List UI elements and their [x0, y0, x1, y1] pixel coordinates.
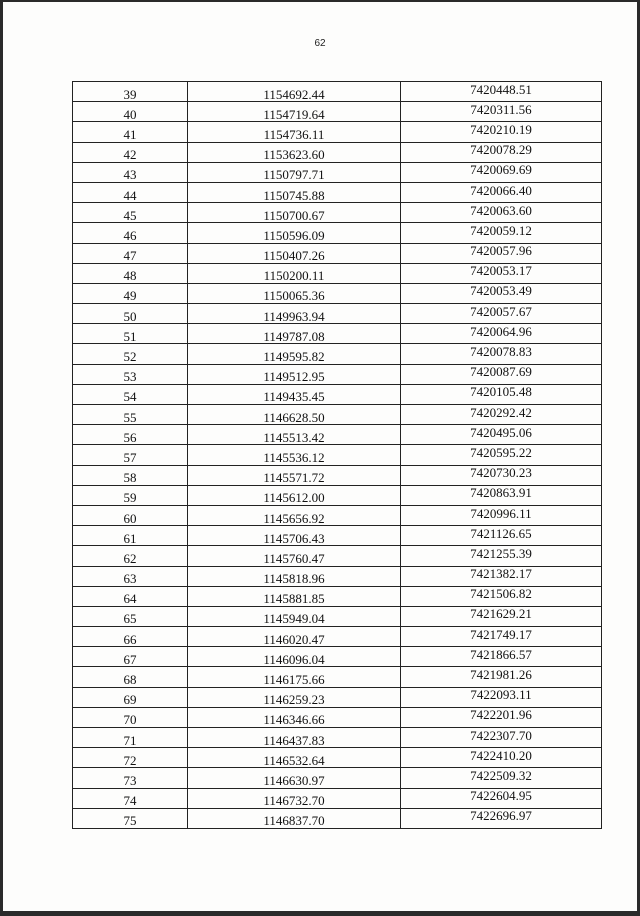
y-coordinate-cell — [401, 546, 602, 566]
point-number-cell — [73, 485, 188, 505]
cell-value: 1154692.44 — [263, 86, 325, 102]
cell-value: 63 — [123, 571, 137, 587]
cell-value: 1146732.70 — [263, 793, 325, 809]
cell-value: 51 — [123, 328, 137, 344]
point-number-cell — [73, 445, 188, 465]
y-coordinate-cell — [401, 586, 602, 606]
cell-value: 67 — [123, 651, 137, 667]
cell-value: 41 — [123, 126, 137, 142]
cell-value: 7420996.11 — [470, 505, 532, 521]
table-row — [73, 182, 602, 202]
cell-value: 7420105.48 — [470, 384, 532, 400]
table-row — [73, 647, 602, 667]
table-row — [73, 122, 602, 142]
x-coordinate-cell — [188, 748, 401, 768]
point-number-cell — [73, 283, 188, 303]
cell-value: 1146346.66 — [263, 712, 325, 728]
point-number-cell — [73, 203, 188, 223]
point-number-cell — [73, 182, 188, 202]
table-row — [73, 728, 602, 748]
cell-value: 1150065.36 — [263, 288, 325, 304]
x-coordinate-cell — [188, 162, 401, 182]
point-number-cell — [73, 526, 188, 546]
cell-value: 1146175.66 — [263, 672, 325, 688]
table-row — [73, 586, 602, 606]
cell-value: 1145612.00 — [263, 490, 325, 506]
table-row — [73, 142, 602, 162]
cell-value: 59 — [123, 490, 137, 506]
cell-value: 7422509.32 — [470, 767, 532, 783]
cell-value: 7421866.57 — [470, 646, 532, 662]
x-coordinate-cell — [188, 687, 401, 707]
table-row — [73, 344, 602, 364]
cell-value: 62 — [123, 550, 137, 566]
cell-value: 66 — [123, 631, 137, 647]
point-number-cell — [73, 465, 188, 485]
cell-value: 7420311.56 — [470, 101, 532, 117]
cell-value: 1146837.70 — [263, 813, 325, 829]
cell-value: 53 — [123, 369, 137, 385]
coordinates-table-body — [73, 82, 602, 829]
cell-value: 7420063.60 — [470, 202, 532, 218]
cell-value: 7420069.69 — [470, 162, 532, 178]
table-row — [73, 526, 602, 546]
table-row — [73, 485, 602, 505]
point-number-cell — [73, 364, 188, 384]
x-coordinate-cell — [188, 102, 401, 122]
cell-value: 58 — [123, 470, 137, 486]
cell-value: 1146259.23 — [263, 692, 325, 708]
x-coordinate-cell — [188, 647, 401, 667]
y-coordinate-cell — [401, 203, 602, 223]
cell-value: 71 — [123, 732, 137, 748]
cell-value: 1150700.67 — [263, 207, 325, 223]
cell-value: 1154719.64 — [263, 106, 325, 122]
point-number-cell — [73, 405, 188, 425]
table-row — [73, 687, 602, 707]
cell-value: 1145881.85 — [263, 591, 325, 607]
point-number-cell — [73, 223, 188, 243]
cell-value: 1150407.26 — [263, 248, 325, 264]
cell-value: 49 — [123, 288, 137, 304]
point-number-cell — [73, 768, 188, 788]
table-row — [73, 505, 602, 525]
table-row — [73, 283, 602, 303]
cell-value: 1145949.04 — [263, 611, 325, 627]
y-coordinate-cell — [401, 223, 602, 243]
cell-value: 7420292.42 — [470, 404, 532, 420]
table-row — [73, 243, 602, 263]
x-coordinate-cell — [188, 283, 401, 303]
cell-value: 7420053.17 — [470, 263, 532, 279]
cell-value: 1154736.11 — [263, 126, 325, 142]
table-row — [73, 808, 602, 828]
cell-value: 7420057.96 — [470, 243, 532, 259]
y-coordinate-cell — [401, 122, 602, 142]
y-coordinate-cell — [401, 667, 602, 687]
y-coordinate-cell — [401, 526, 602, 546]
table-row — [73, 566, 602, 586]
table-row — [73, 304, 602, 324]
cell-value: 55 — [123, 409, 137, 425]
cell-value: 64 — [123, 591, 137, 607]
y-coordinate-cell — [401, 344, 602, 364]
point-number-cell — [73, 707, 188, 727]
x-coordinate-cell — [188, 627, 401, 647]
x-coordinate-cell — [188, 526, 401, 546]
x-coordinate-cell — [188, 465, 401, 485]
table-row — [73, 465, 602, 485]
cell-value: 7420087.69 — [470, 364, 532, 380]
y-coordinate-cell — [401, 364, 602, 384]
table-row — [73, 707, 602, 727]
cell-value: 7421255.39 — [470, 545, 532, 561]
cell-value: 44 — [123, 187, 137, 203]
cell-value: 7422201.96 — [470, 707, 532, 723]
point-number-cell — [73, 505, 188, 525]
x-coordinate-cell — [188, 384, 401, 404]
cell-value: 1150745.88 — [263, 187, 325, 203]
cell-value: 7422604.95 — [470, 788, 532, 804]
point-number-cell — [73, 748, 188, 768]
cell-value: 1146020.47 — [263, 631, 325, 647]
x-coordinate-cell — [188, 344, 401, 364]
cell-value: 39 — [123, 86, 137, 102]
table-row — [73, 82, 602, 102]
table-row — [73, 223, 602, 243]
cell-value: 1146630.97 — [263, 772, 325, 788]
cell-value: 7420495.06 — [470, 424, 532, 440]
x-coordinate-cell — [188, 304, 401, 324]
cell-value: 57 — [123, 449, 137, 465]
x-coordinate-cell — [188, 223, 401, 243]
cell-value: 7420078.29 — [470, 142, 532, 158]
point-number-cell — [73, 122, 188, 142]
cell-value: 1145818.96 — [263, 571, 325, 587]
x-coordinate-cell — [188, 505, 401, 525]
cell-value: 60 — [123, 510, 137, 526]
cell-value: 68 — [123, 672, 137, 688]
point-number-cell — [73, 82, 188, 102]
cell-value: 7422307.70 — [470, 727, 532, 743]
cell-value: 7420730.23 — [470, 465, 532, 481]
table-row — [73, 445, 602, 465]
y-coordinate-cell — [401, 485, 602, 505]
cell-value: 1149595.82 — [263, 349, 325, 365]
cell-value: 7420064.96 — [470, 323, 532, 339]
y-coordinate-cell — [401, 505, 602, 525]
y-coordinate-cell — [401, 647, 602, 667]
x-coordinate-cell — [188, 182, 401, 202]
cell-value: 7421126.65 — [470, 525, 532, 541]
cell-value: 7421749.17 — [470, 626, 532, 642]
cell-value: 7420057.67 — [470, 303, 532, 319]
cell-value: 65 — [123, 611, 137, 627]
cell-value: 75 — [123, 813, 137, 829]
cell-value: 7420053.49 — [470, 283, 532, 299]
point-number-cell — [73, 667, 188, 687]
cell-value: 7421506.82 — [470, 586, 532, 602]
table-row — [73, 203, 602, 223]
table-row — [73, 102, 602, 122]
y-coordinate-cell — [401, 687, 602, 707]
point-number-cell — [73, 546, 188, 566]
point-number-cell — [73, 384, 188, 404]
y-coordinate-cell — [401, 142, 602, 162]
y-coordinate-cell — [401, 707, 602, 727]
cell-value: 1145513.42 — [263, 429, 325, 445]
cell-value: 1149435.45 — [263, 389, 325, 405]
cell-value: 72 — [123, 752, 137, 768]
cell-value: 7421382.17 — [470, 566, 532, 582]
cell-value: 7420210.19 — [470, 121, 532, 137]
cell-value: 1150797.71 — [263, 167, 325, 183]
document-page — [3, 2, 637, 911]
y-coordinate-cell — [401, 82, 602, 102]
y-coordinate-cell — [401, 445, 602, 465]
point-number-cell — [73, 102, 188, 122]
cell-value: 70 — [123, 712, 137, 728]
x-coordinate-cell — [188, 243, 401, 263]
cell-value: 54 — [123, 389, 137, 405]
y-coordinate-cell — [401, 405, 602, 425]
y-coordinate-cell — [401, 748, 602, 768]
x-coordinate-cell — [188, 728, 401, 748]
y-coordinate-cell — [401, 627, 602, 647]
y-coordinate-cell — [401, 102, 602, 122]
point-number-cell — [73, 324, 188, 344]
x-coordinate-cell — [188, 768, 401, 788]
cell-value: 45 — [123, 207, 137, 223]
table-row — [73, 546, 602, 566]
point-number-cell — [73, 687, 188, 707]
table-row — [73, 324, 602, 344]
cell-value: 1146628.50 — [263, 409, 325, 425]
y-coordinate-cell — [401, 425, 602, 445]
cell-value: 1150596.09 — [263, 227, 325, 243]
cell-value: 1149787.08 — [263, 328, 325, 344]
cell-value: 7420595.22 — [470, 444, 532, 460]
y-coordinate-cell — [401, 384, 602, 404]
x-coordinate-cell — [188, 667, 401, 687]
point-number-cell — [73, 243, 188, 263]
y-coordinate-cell — [401, 243, 602, 263]
cell-value: 7422696.97 — [470, 808, 532, 824]
cell-value: 7421981.26 — [470, 667, 532, 683]
cell-value: 7420448.51 — [470, 81, 532, 97]
x-coordinate-cell — [188, 566, 401, 586]
x-coordinate-cell — [188, 808, 401, 828]
cell-value: 42 — [123, 147, 137, 163]
x-coordinate-cell — [188, 122, 401, 142]
point-number-cell — [73, 566, 188, 586]
cell-value: 1146437.83 — [263, 732, 325, 748]
x-coordinate-cell — [188, 485, 401, 505]
x-coordinate-cell — [188, 405, 401, 425]
page-number: 62 — [314, 38, 326, 49]
cell-value: 74 — [123, 793, 137, 809]
coordinates-table — [72, 81, 602, 829]
point-number-cell — [73, 586, 188, 606]
cell-value: 50 — [123, 308, 137, 324]
y-coordinate-cell — [401, 162, 602, 182]
point-number-cell — [73, 728, 188, 748]
x-coordinate-cell — [188, 606, 401, 626]
point-number-cell — [73, 627, 188, 647]
table-row — [73, 788, 602, 808]
cell-value: 1150200.11 — [263, 268, 325, 284]
y-coordinate-cell — [401, 606, 602, 626]
point-number-cell — [73, 142, 188, 162]
x-coordinate-cell — [188, 142, 401, 162]
y-coordinate-cell — [401, 283, 602, 303]
cell-value: 48 — [123, 268, 137, 284]
cell-value: 1149963.94 — [263, 308, 325, 324]
cell-value: 1145706.43 — [263, 530, 325, 546]
cell-value: 1145760.47 — [263, 550, 325, 566]
point-number-cell — [73, 788, 188, 808]
point-number-cell — [73, 263, 188, 283]
cell-value: 43 — [123, 167, 137, 183]
cell-value: 1145536.12 — [263, 449, 325, 465]
y-coordinate-cell — [401, 465, 602, 485]
y-coordinate-cell — [401, 304, 602, 324]
cell-value: 61 — [123, 530, 137, 546]
cell-value: 1149512.95 — [263, 369, 325, 385]
cell-value: 46 — [123, 227, 137, 243]
y-coordinate-cell — [401, 788, 602, 808]
table-row — [73, 405, 602, 425]
y-coordinate-cell — [401, 566, 602, 586]
cell-value: 1146532.64 — [263, 752, 325, 768]
cell-value: 1145571.72 — [263, 470, 325, 486]
x-coordinate-cell — [188, 546, 401, 566]
x-coordinate-cell — [188, 788, 401, 808]
cell-value: 73 — [123, 772, 137, 788]
point-number-cell — [73, 425, 188, 445]
table-row — [73, 667, 602, 687]
table-row — [73, 263, 602, 283]
point-number-cell — [73, 162, 188, 182]
point-number-cell — [73, 344, 188, 364]
point-number-cell — [73, 647, 188, 667]
y-coordinate-cell — [401, 808, 602, 828]
table-row — [73, 748, 602, 768]
table-row — [73, 425, 602, 445]
x-coordinate-cell — [188, 445, 401, 465]
cell-value: 1146096.04 — [263, 651, 325, 667]
x-coordinate-cell — [188, 203, 401, 223]
table-row — [73, 627, 602, 647]
cell-value: 7420059.12 — [470, 222, 532, 238]
y-coordinate-cell — [401, 768, 602, 788]
cell-value: 40 — [123, 106, 137, 122]
point-number-cell — [73, 304, 188, 324]
table-row — [73, 162, 602, 182]
cell-value: 52 — [123, 349, 137, 365]
cell-value: 7420863.91 — [470, 485, 532, 501]
table-row — [73, 606, 602, 626]
table-row — [73, 364, 602, 384]
y-coordinate-cell — [401, 728, 602, 748]
y-coordinate-cell — [401, 182, 602, 202]
cell-value: 47 — [123, 248, 137, 264]
cell-value: 7421629.21 — [470, 606, 532, 622]
point-number-cell — [73, 606, 188, 626]
x-coordinate-cell — [188, 586, 401, 606]
cell-value: 56 — [123, 429, 137, 445]
x-coordinate-cell — [188, 263, 401, 283]
y-coordinate-cell — [401, 263, 602, 283]
x-coordinate-cell — [188, 707, 401, 727]
y-coordinate-cell — [401, 324, 602, 344]
x-coordinate-cell — [188, 324, 401, 344]
x-coordinate-cell — [188, 364, 401, 384]
table-row — [73, 768, 602, 788]
x-coordinate-cell — [188, 82, 401, 102]
cell-value: 69 — [123, 692, 137, 708]
x-coordinate-cell — [188, 425, 401, 445]
cell-value: 7422410.20 — [470, 747, 532, 763]
cell-value: 1153623.60 — [263, 147, 325, 163]
table-row — [73, 384, 602, 404]
cell-value: 7420078.83 — [470, 344, 532, 360]
cell-value: 7422093.11 — [470, 687, 532, 703]
cell-value: 7420066.40 — [470, 182, 532, 198]
cell-value: 1145656.92 — [263, 510, 325, 526]
point-number-cell — [73, 808, 188, 828]
